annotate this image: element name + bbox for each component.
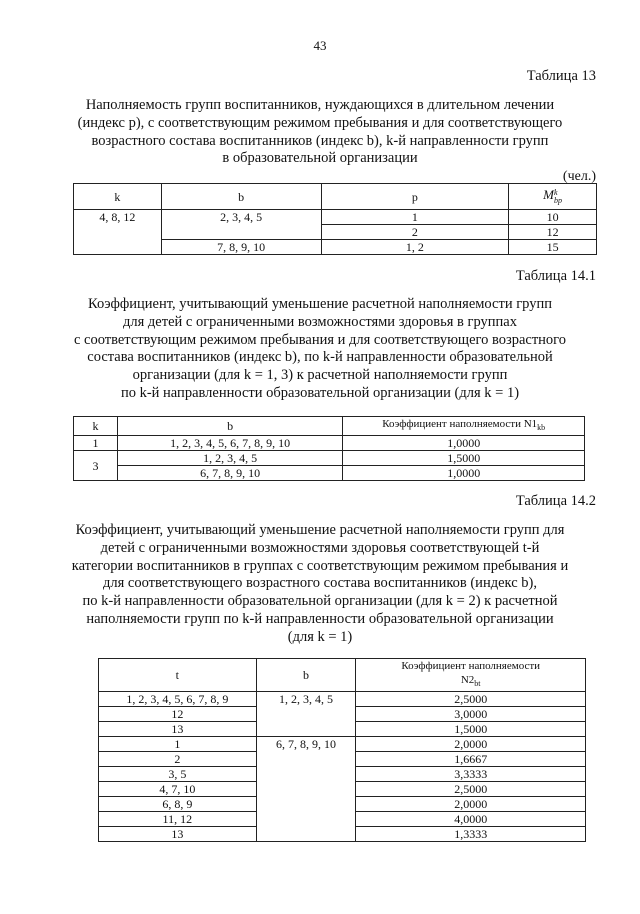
cell-k: 3	[74, 451, 118, 481]
cell-p: 1	[321, 210, 509, 225]
coefficient-label: Коэффициент наполняемости	[401, 660, 541, 672]
header-b: b	[256, 659, 356, 692]
page-number: 43	[313, 38, 327, 53]
cell-t: 2	[99, 752, 257, 767]
title-line: с соответствующим режимом пребывания и для соответствующего возрастного	[73, 331, 567, 348]
header-coefficient	[343, 417, 585, 436]
table142-label: Таблица 14.2	[515, 493, 596, 509]
cell-coefficient: 2,5000	[356, 782, 586, 797]
title-line: возрастного состава воспитанников (индекс b), k-й направленности групп	[91, 132, 549, 149]
cell-m: 10	[509, 210, 597, 225]
table142-title	[40, 522, 600, 647]
cell-t: 13	[99, 827, 257, 842]
title-line: категории воспитанников в группах с соответствующим режимом пребывания и	[71, 557, 569, 574]
coefficient-symbol: N2	[460, 674, 475, 686]
table13	[73, 183, 597, 255]
cell-m: 15	[509, 240, 597, 255]
cell-b: 1, 2, 3, 4, 5	[256, 692, 356, 737]
title-line: Коэффициент, учитывающий уменьшение расчетной наполняемости групп	[88, 296, 552, 312]
cell-coefficient: 2,5000	[356, 692, 586, 707]
cell-b: 2, 3, 4, 5	[161, 210, 321, 240]
cell-b: 1, 2, 3, 4, 5, 6, 7, 8, 9, 10	[117, 436, 342, 451]
title-line: для детей с ограниченными возможностями здоровья в группах	[123, 313, 517, 330]
cell-coefficient: 2,0000	[356, 797, 586, 812]
cell-coefficient: 1,5000	[343, 451, 585, 466]
table142	[98, 658, 586, 842]
header-t: t	[99, 659, 257, 692]
cell-m: 12	[509, 225, 597, 240]
cell-coefficient: 1,3333	[356, 827, 586, 842]
m-symbol: M	[543, 187, 554, 203]
cell-t: 3, 5	[99, 767, 257, 782]
title-line: по k-й направленности образовательной организации (для k = 2) к расчетной	[82, 593, 558, 610]
cell-coefficient: 1,0000	[343, 436, 585, 451]
coefficient-label: Коэффициент наполняемости N1	[382, 418, 538, 430]
title-line: состава воспитанников (индекс b), по k-й направленности образовательной	[87, 349, 553, 366]
table141	[73, 416, 585, 481]
header-k: k	[74, 417, 118, 436]
table141-title	[40, 296, 600, 403]
cell-p: 1, 2	[321, 240, 509, 255]
title-line: (для k = 1)	[287, 628, 353, 645]
header-m	[509, 184, 597, 210]
cell-b: 6, 7, 8, 9, 10	[256, 737, 356, 842]
cell-k: 1	[74, 436, 118, 451]
header-k: k	[74, 184, 162, 210]
cell-coefficient: 1,6667	[356, 752, 586, 767]
cell-t: 12	[99, 707, 257, 722]
cell-coefficient: 4,0000	[356, 812, 586, 827]
title-line: Наполняемость групп воспитанников, нуждающихся в длительном лечении	[85, 97, 555, 113]
cell-t: 11, 12	[99, 812, 257, 827]
title-line: детей с ограниченными возможностями здоровья соответствующей t-й	[100, 539, 540, 556]
title-line: организации (для k = 1, 3) к расчетной наполняемости групп	[132, 367, 508, 384]
cell-b: 6, 7, 8, 9, 10	[117, 466, 342, 481]
coefficient-subscript: bt	[474, 679, 481, 689]
m-subscript: bp	[553, 195, 562, 205]
cell-coefficient: 1,0000	[343, 466, 585, 481]
title-line: по k-й направленности образовательной организации (для k = 1)	[120, 384, 520, 401]
cell-coefficient: 2,0000	[356, 737, 586, 752]
title-line: Коэффициент, учитывающий уменьшение расчетной наполняемости групп для	[75, 522, 565, 538]
table141-label: Таблица 14.1	[515, 268, 596, 284]
cell-b: 7, 8, 9, 10	[161, 240, 321, 255]
cell-t: 1, 2, 3, 4, 5, 6, 7, 8, 9	[99, 692, 257, 707]
cell-p: 2	[321, 225, 509, 240]
table13-title	[40, 97, 600, 168]
cell-coefficient: 3,0000	[356, 707, 586, 722]
header-p: p	[321, 184, 509, 210]
title-line: в образовательной организации	[222, 150, 418, 167]
cell-b: 1, 2, 3, 4, 5	[117, 451, 342, 466]
cell-k: 4, 8, 12	[74, 210, 162, 255]
cell-t: 1	[99, 737, 257, 752]
cell-t: 4, 7, 10	[99, 782, 257, 797]
m-superscript: k	[553, 187, 558, 197]
table13-unit: (чел.)	[562, 169, 596, 184]
cell-t: 13	[99, 722, 257, 737]
header-coefficient	[356, 659, 586, 692]
cell-t: 6, 8, 9	[99, 797, 257, 812]
cell-coefficient: 1,5000	[356, 722, 586, 737]
cell-coefficient: 3,3333	[356, 767, 586, 782]
header-b: b	[161, 184, 321, 210]
table13-label: Таблица 13	[526, 68, 596, 84]
title-line: (индекс p), с соответствующим режимом пребывания и для соответствующего	[77, 114, 563, 131]
title-line: для соответствующего возрастного состава воспитанников (индекс b),	[103, 575, 537, 592]
header-b: b	[117, 417, 342, 436]
coefficient-subscript: kb	[537, 423, 546, 433]
title-line: наполняемости групп по k-й направленности образовательной организации	[86, 610, 554, 627]
